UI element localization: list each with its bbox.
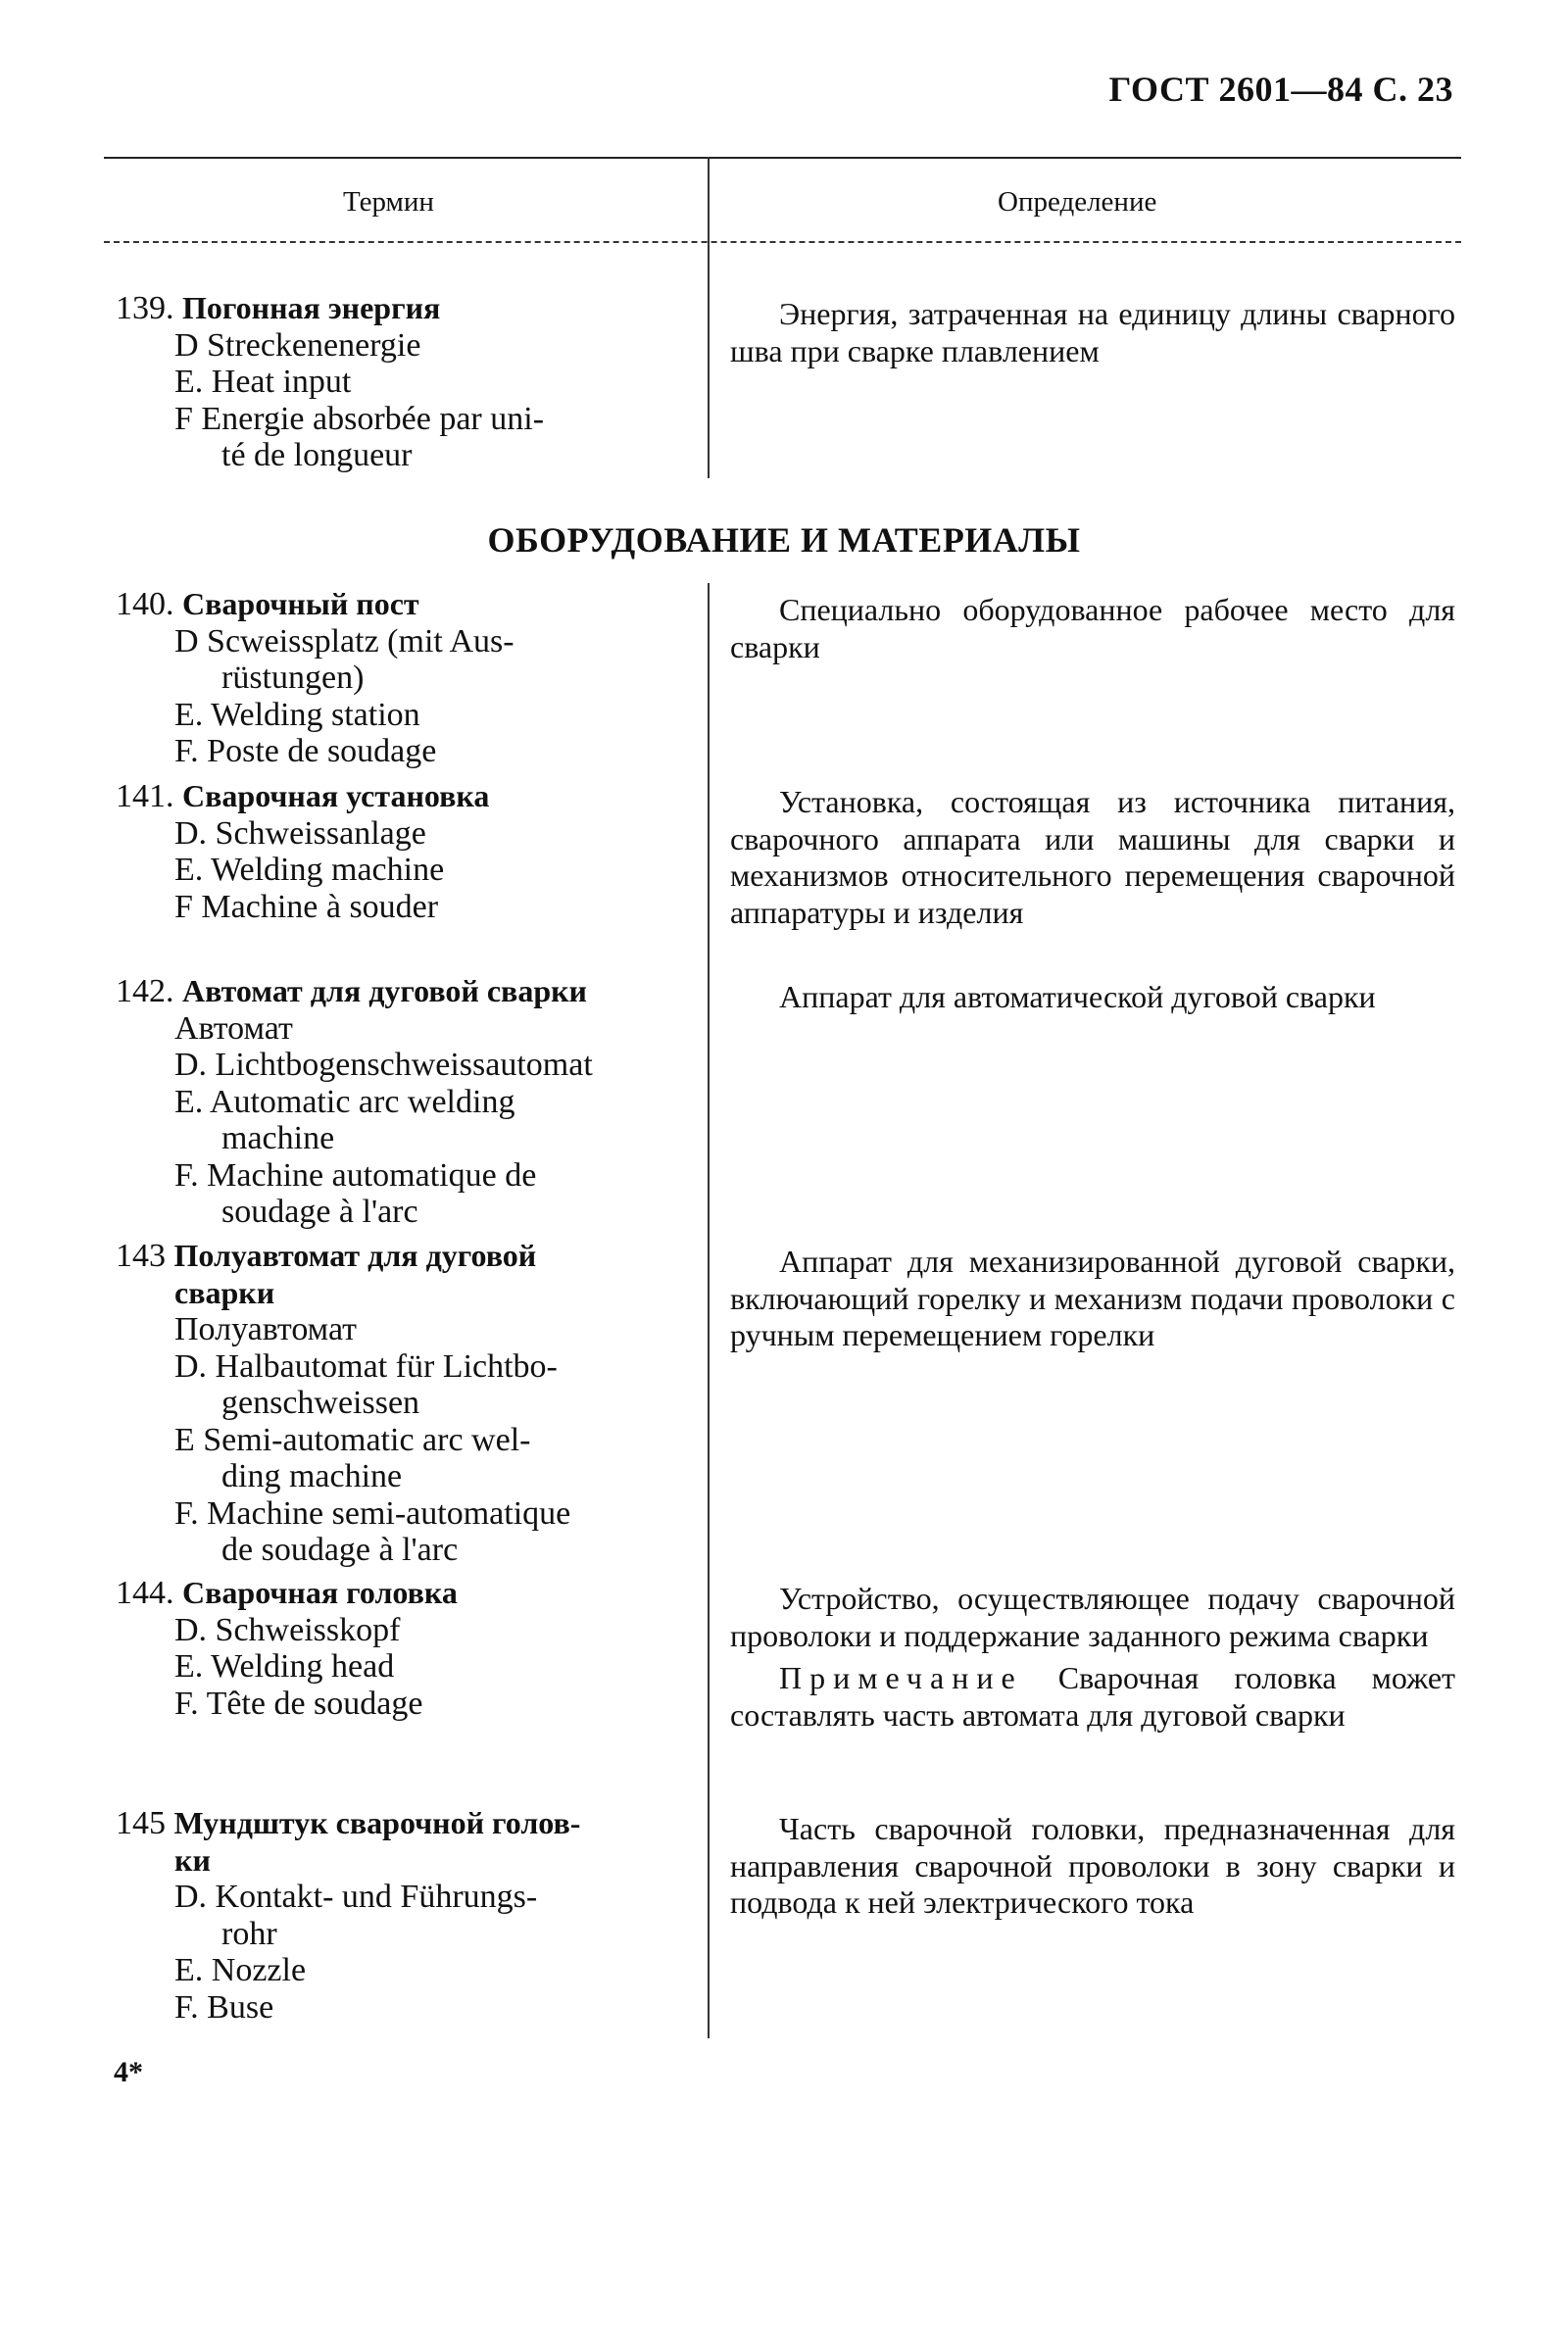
definition-text: Аппарат для автоматической дуговой сварки xyxy=(779,979,1376,1014)
definition-text: Аппарат для механизированной дуговой сварки, включающий горелку и механизм подачи проволоки с ручным перемещением горелки xyxy=(730,1244,1455,1352)
term-entry xyxy=(116,778,664,925)
page-footer-mark: 4* xyxy=(114,2056,143,2088)
term-entry xyxy=(116,586,664,770)
term-translation: F. Poste de soudage xyxy=(174,733,437,769)
term-translation: E. Nozzle xyxy=(174,1952,307,1988)
note xyxy=(730,1660,1455,1734)
term-translation: D Streckenenergie xyxy=(174,326,421,364)
note-text: Сварочная головка может составлять часть автомата для дуговой сварки xyxy=(730,1660,1455,1733)
definition xyxy=(730,296,1455,369)
term-translation: de soudage à l'arc xyxy=(221,1532,459,1568)
term-synonym: Автомат xyxy=(174,1009,293,1047)
page-header: ГОСТ 2601—84 С. 23 xyxy=(1108,70,1453,109)
term-name: Сварочная головка xyxy=(182,1575,458,1610)
term-translation: F Energie absorbée par uni- xyxy=(174,400,545,437)
term-translation: E. Welding station xyxy=(174,696,420,733)
term-name: Автомат для дуговой сварки xyxy=(182,973,587,1008)
term-entry xyxy=(116,1575,664,1722)
column-header-definition: Определение xyxy=(998,186,1157,218)
term-number: 144. xyxy=(116,1575,174,1611)
term-name: Погонная энергия xyxy=(182,290,441,325)
term-translation: E. Welding machine xyxy=(174,852,445,888)
definition-text: Установка, состоящая из источника питания, сварочного аппарата или машины для сварки и механизмов относительного перемещения сварочной аппаратуры и изделия xyxy=(730,784,1455,930)
term-number: 145 xyxy=(116,1805,166,1841)
term-translation: té de longueur xyxy=(221,437,413,473)
table-header-rule xyxy=(104,241,1461,243)
term-number: 139. xyxy=(116,290,174,326)
column-divider xyxy=(708,583,710,2038)
term-translation: soudage à l'arc xyxy=(221,1194,418,1230)
term-name: Полуавтомат для дуговой xyxy=(173,1238,537,1273)
term-translation: D Scweissplatz (mit Aus- xyxy=(174,622,514,660)
definition xyxy=(730,1244,1455,1354)
term-synonym: Полуавтомат xyxy=(174,1311,358,1347)
definition-text: Специально оборудованное рабочее место для сварки xyxy=(730,592,1455,664)
table-top-rule xyxy=(104,157,1461,159)
term-translation: E. Automatic arc welding xyxy=(174,1083,515,1120)
term-translation: machine xyxy=(221,1120,335,1156)
term-translation: rohr xyxy=(221,1915,277,1952)
term-translation: F. Tête de soudage xyxy=(174,1685,423,1722)
term-entry xyxy=(116,1238,664,1569)
term-translation: D. Kontakt- und Führungs- xyxy=(174,1879,538,1915)
definition xyxy=(730,592,1455,665)
term-translation: D. Lichtbogenschweissautomat xyxy=(174,1047,593,1083)
term-translation: D. Schweissanlage xyxy=(174,814,426,852)
term-entry xyxy=(116,290,664,474)
definition xyxy=(730,979,1455,1016)
term-translation: E. Welding head xyxy=(174,1648,395,1685)
term-name: Сварочная установка xyxy=(182,778,490,813)
definition xyxy=(730,784,1455,931)
term-name: Мундштук сварочной голов- xyxy=(173,1805,581,1840)
term-name-continued: сварки xyxy=(174,1274,275,1310)
definition xyxy=(730,1811,1455,1922)
term-translation: ding machine xyxy=(221,1458,403,1494)
term-translation: F Machine à souder xyxy=(174,888,439,925)
section-title: ОБОРУДОВАНИЕ И МАТЕРИАЛЫ xyxy=(487,520,1081,560)
note-label: Примечание xyxy=(779,1660,1023,1695)
column-header-term: Термин xyxy=(343,186,434,218)
term-name: Сварочный пост xyxy=(182,586,419,621)
term-name-continued: ки xyxy=(174,1841,211,1878)
term-translation: D. Halbautomat für Lichtbo- xyxy=(174,1347,558,1385)
definition-text: Энергия, затраченная на единицу длины сварного шва при сварке плавлением xyxy=(730,296,1455,368)
term-number: 142. xyxy=(116,973,174,1009)
term-translation: F. Machine automatique de xyxy=(174,1156,537,1194)
definition-text: Часть сварочной головки, предназначенная для направления сварочной проволоки в зону сварки и подвода к ней электрического тока xyxy=(730,1811,1455,1920)
term-entry xyxy=(116,973,664,1231)
term-entry xyxy=(116,1805,664,2026)
term-translation: E. Heat input xyxy=(174,364,352,400)
column-divider xyxy=(708,157,710,478)
term-translation: F. Machine semi-automatique xyxy=(174,1494,571,1532)
term-translation: E Semi-automatic arc wel- xyxy=(174,1421,531,1458)
term-number: 141. xyxy=(116,778,174,814)
definition xyxy=(730,1581,1455,1734)
term-number: 143 xyxy=(116,1238,166,1274)
definition-text: Устройство, осуществляющее подачу сварочной проволоки и поддержание заданного режима сварки xyxy=(730,1581,1455,1653)
term-translation: D. Schweisskopf xyxy=(174,1611,401,1648)
term-translation: F. Buse xyxy=(174,1988,274,2026)
term-translation: rüstungen) xyxy=(221,660,365,696)
term-number: 140. xyxy=(116,586,174,622)
term-translation: genschweissen xyxy=(221,1385,420,1421)
